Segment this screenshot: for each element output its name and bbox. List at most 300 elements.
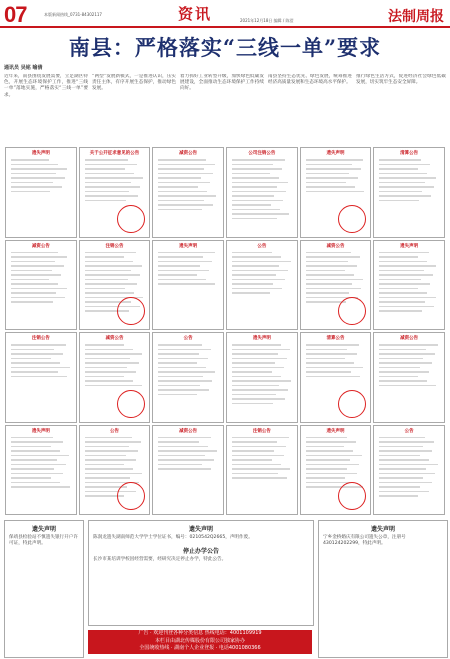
text-line xyxy=(232,398,285,400)
text-line xyxy=(85,164,137,166)
text-line xyxy=(85,279,128,281)
notice-box xyxy=(152,425,224,516)
text-line xyxy=(158,252,214,254)
text-line xyxy=(379,252,429,254)
text-line xyxy=(306,270,346,272)
notice-box xyxy=(79,425,151,516)
text-line xyxy=(232,168,282,170)
seal-stamp xyxy=(117,390,145,418)
text-line xyxy=(11,256,67,258)
text-line xyxy=(158,349,211,351)
left-notice-title: 遗失声明 xyxy=(31,526,56,533)
text-line xyxy=(158,362,196,364)
notice-box xyxy=(226,425,298,516)
text-line xyxy=(85,367,127,369)
text-line xyxy=(11,301,53,303)
notice-box xyxy=(5,240,77,331)
text-line xyxy=(379,446,422,448)
text-line xyxy=(85,292,134,294)
notice-box xyxy=(79,332,151,423)
text-line xyxy=(232,177,279,179)
page-number: 07 xyxy=(4,2,27,27)
text-line xyxy=(85,371,137,373)
text-line xyxy=(11,164,58,166)
text-line xyxy=(158,270,209,272)
text-line xyxy=(11,371,58,373)
text-line xyxy=(306,173,349,175)
middle-notices xyxy=(88,520,314,626)
notice-title: 公告 xyxy=(109,428,119,434)
text-line xyxy=(306,353,357,355)
text-line xyxy=(379,164,430,166)
text-line xyxy=(232,274,276,276)
text-line xyxy=(379,306,433,308)
notice-box xyxy=(5,147,77,238)
text-line xyxy=(232,288,282,290)
text-line xyxy=(232,464,281,466)
text-line xyxy=(232,195,274,197)
notice-title: 减资公告 xyxy=(179,151,198,156)
text-line xyxy=(232,265,279,267)
seal-stamp xyxy=(338,390,366,418)
left-notice-text: 保靖县检验站不慎遗失银行开户许可证，特此声明。 xyxy=(9,535,78,547)
text-line xyxy=(85,256,125,258)
ad-banner xyxy=(88,630,312,654)
text-line xyxy=(379,491,429,493)
text-line xyxy=(379,297,436,299)
text-line xyxy=(306,283,352,285)
text-line xyxy=(379,367,420,369)
text-line xyxy=(11,459,57,461)
text-line xyxy=(306,367,363,369)
text-line xyxy=(85,168,125,170)
seal-stamp xyxy=(338,205,366,233)
text-line xyxy=(11,288,67,290)
text-line xyxy=(11,367,70,369)
notice-title: 关于公开征求意见的公告 xyxy=(89,151,140,156)
text-line xyxy=(11,173,56,175)
text-line xyxy=(306,159,364,161)
seal-stamp xyxy=(117,482,145,510)
text-line xyxy=(11,477,51,479)
right-notice xyxy=(318,520,448,658)
notice-box xyxy=(79,240,151,331)
text-line xyxy=(306,177,358,179)
text-line xyxy=(158,353,199,355)
text-line xyxy=(11,297,65,299)
text-line xyxy=(232,164,273,166)
text-line xyxy=(379,279,421,281)
text-line xyxy=(158,446,207,448)
text-line xyxy=(85,441,141,443)
middle-notice-title: 遗失声明 xyxy=(188,526,213,533)
text-line xyxy=(306,371,351,373)
text-line xyxy=(11,292,56,294)
text-line xyxy=(11,274,61,276)
text-line xyxy=(158,441,198,443)
notice-box xyxy=(5,332,77,423)
text-line xyxy=(379,450,431,452)
text-line xyxy=(85,459,136,461)
section-title: 资讯 xyxy=(178,5,213,23)
text-line xyxy=(306,464,360,466)
text-line xyxy=(85,288,125,290)
text-line xyxy=(85,177,144,179)
middle-notice-text-2: 长沙市某培训学校因经营需要，经研究决定停止办学，特此公告。 xyxy=(93,557,227,563)
notice-title: 注销公告 xyxy=(31,336,50,341)
text-line xyxy=(158,367,205,369)
text-line xyxy=(379,292,427,294)
text-line xyxy=(306,477,345,479)
text-line xyxy=(85,270,131,272)
text-line xyxy=(85,173,134,175)
text-line xyxy=(85,358,130,360)
text-line xyxy=(306,376,360,378)
lead-column-5: 推行绿色生活方式，促进经济社会绿色低碳发展，切实筑牢生态安全屏障。 xyxy=(356,74,446,86)
notice-box xyxy=(300,425,372,516)
text-line xyxy=(232,182,288,184)
text-line xyxy=(11,486,70,488)
text-line xyxy=(158,261,212,263)
text-line xyxy=(85,362,139,364)
lead-column-1: 近年来，南县围绕发展需要，立足湖区特色，开展生态环境保护工作，推进“三线一单”落地实施，严格落实“三线一单”要求。 xyxy=(4,74,88,98)
notice-box xyxy=(300,240,372,331)
text-line xyxy=(85,186,141,188)
text-line xyxy=(306,186,355,188)
middle-notice-text: 陈润龙遗失湖南师范大学学士学位证书，编号：0210542Q2665，声明作废。 xyxy=(93,535,253,540)
text-line xyxy=(11,265,64,267)
text-line xyxy=(11,437,53,439)
notice-box xyxy=(373,147,445,238)
text-line xyxy=(232,279,285,281)
notice-box xyxy=(300,147,372,238)
text-line xyxy=(11,252,58,254)
text-line xyxy=(232,380,291,382)
text-line xyxy=(85,353,142,355)
text-line xyxy=(306,344,360,346)
text-line xyxy=(306,252,351,254)
text-line xyxy=(379,344,438,346)
text-line xyxy=(158,200,204,202)
text-line xyxy=(85,261,134,263)
notice-title: 遗失声明 xyxy=(326,428,345,434)
column-title: 法制周报 xyxy=(388,9,444,25)
text-line xyxy=(158,279,206,281)
middle-notice-title-2: 停止办学公告 xyxy=(182,548,219,556)
seal-stamp xyxy=(338,297,366,325)
text-line xyxy=(85,159,128,161)
text-line xyxy=(306,349,348,351)
notice-box xyxy=(373,425,445,516)
notice-title: 公司注销公告 xyxy=(248,151,276,156)
text-line xyxy=(85,191,129,193)
text-line xyxy=(158,177,200,179)
text-line xyxy=(379,200,419,202)
notice-title: 遗失声明 xyxy=(252,336,271,341)
text-line xyxy=(158,394,197,396)
text-line xyxy=(232,204,271,206)
notice-title: 遗失声明 xyxy=(31,428,50,434)
text-line xyxy=(232,371,272,373)
text-line xyxy=(158,204,213,206)
headline: 南县：严格落实“三线一单”要求 xyxy=(68,35,382,60)
text-line xyxy=(11,159,49,161)
text-line xyxy=(158,385,200,387)
text-line xyxy=(306,450,353,452)
text-line xyxy=(158,191,207,193)
text-line xyxy=(11,441,63,443)
text-line xyxy=(379,441,434,443)
text-line xyxy=(232,256,281,258)
text-line xyxy=(232,344,281,346)
text-line xyxy=(232,283,273,285)
text-line xyxy=(158,389,209,391)
lead-column-4: 南县坚持生态优先、绿色发展，统筹推进经济高质量发展和生态环境高水平保护。 xyxy=(268,74,352,86)
lead-column-2: “两型”发展新模式，一是推进认识，压实责任主体，有序开展生态保护，推动绿色发展。 xyxy=(92,74,176,92)
text-line xyxy=(11,464,66,466)
text-line xyxy=(11,362,60,364)
text-line xyxy=(306,265,358,267)
text-line xyxy=(379,437,425,439)
text-line xyxy=(158,437,210,439)
text-line xyxy=(85,385,143,387)
text-line xyxy=(158,358,208,360)
text-line xyxy=(232,441,277,443)
text-line xyxy=(11,376,67,378)
text-line xyxy=(11,168,67,170)
notice-title: 公告 xyxy=(257,243,267,249)
text-line xyxy=(379,301,424,303)
right-notice-title: 遗失声明 xyxy=(370,526,395,533)
notice-title: 遗失声明 xyxy=(400,243,419,249)
text-line xyxy=(379,468,426,470)
notice-grid xyxy=(4,146,446,516)
text-line xyxy=(232,353,278,355)
text-line xyxy=(379,385,435,387)
notice-box xyxy=(152,240,224,331)
text-line xyxy=(85,468,133,470)
text-line xyxy=(232,394,276,396)
notice-box xyxy=(152,332,224,423)
text-line xyxy=(379,464,438,466)
text-line xyxy=(379,459,428,461)
text-line xyxy=(306,288,361,290)
text-line xyxy=(85,349,133,351)
text-line xyxy=(11,468,54,470)
text-line xyxy=(158,186,198,188)
notice-title: 遗失声明 xyxy=(326,151,345,156)
text-line xyxy=(379,261,426,263)
text-line xyxy=(158,173,212,175)
text-line xyxy=(379,186,433,188)
left-notice xyxy=(4,520,84,658)
text-line xyxy=(232,473,278,475)
text-line xyxy=(11,283,58,285)
notice-title: 减资公告 xyxy=(400,336,419,341)
text-line xyxy=(85,274,140,276)
text-line xyxy=(158,209,201,211)
text-line xyxy=(158,380,212,382)
text-line xyxy=(232,200,283,202)
text-line xyxy=(85,437,132,439)
text-line xyxy=(306,459,351,461)
seal-stamp xyxy=(338,482,366,510)
text-line xyxy=(232,385,279,387)
text-line xyxy=(306,473,357,475)
text-line xyxy=(11,455,69,457)
text-line xyxy=(306,358,345,360)
text-line xyxy=(232,349,290,351)
text-line xyxy=(379,288,418,290)
text-line xyxy=(158,371,214,373)
text-line xyxy=(379,362,432,364)
right-notice-text: 宁乡金桥婚庆有限公司遗失公章，注册号 430124202299，特此声明。 xyxy=(323,535,406,547)
text-line xyxy=(379,358,423,360)
text-line xyxy=(158,159,206,161)
text-line xyxy=(232,261,291,263)
text-line xyxy=(306,191,365,193)
text-line xyxy=(232,459,272,461)
text-line xyxy=(11,482,60,484)
text-line xyxy=(11,182,53,184)
notice-title: 减资公告 xyxy=(179,428,198,434)
notice-title: 清算公告 xyxy=(400,151,419,156)
text-line xyxy=(158,164,215,166)
text-line xyxy=(306,261,348,263)
notice-title: 公告 xyxy=(183,336,193,341)
text-line xyxy=(85,182,132,184)
text-line xyxy=(11,446,51,448)
text-line xyxy=(158,459,214,461)
text-line xyxy=(379,349,426,351)
text-line xyxy=(379,380,426,382)
seal-stamp xyxy=(117,297,145,325)
issue-date: 2021年12月18日 编辑 / 陈滢 xyxy=(240,18,294,23)
text-line xyxy=(379,371,429,373)
text-line xyxy=(85,252,137,254)
text-line xyxy=(158,195,216,197)
text-line xyxy=(85,344,124,346)
text-line xyxy=(85,464,124,466)
text-line xyxy=(158,450,217,452)
text-line xyxy=(306,455,362,457)
text-line xyxy=(232,173,270,175)
text-line xyxy=(232,292,270,294)
text-line xyxy=(158,274,197,276)
text-line xyxy=(232,213,289,215)
text-line xyxy=(306,362,354,364)
masthead xyxy=(0,0,450,28)
text-line xyxy=(306,292,349,294)
text-line xyxy=(306,446,344,448)
text-line xyxy=(85,446,130,448)
text-line xyxy=(232,252,272,254)
text-line xyxy=(306,168,361,170)
hotline-info: 本版新闻热线_0731-84302117 xyxy=(44,12,102,17)
text-line xyxy=(306,274,355,276)
notice-title: 减资公告 xyxy=(31,243,50,249)
text-line xyxy=(158,464,202,466)
text-line xyxy=(11,450,60,452)
text-line xyxy=(85,265,143,267)
text-line xyxy=(232,477,287,479)
lead-column-3: 着力抓好工业转型升级，加快绿色低碳发展建设，全面推动生态环境保护工作持续向好。 xyxy=(180,74,264,92)
notice-box xyxy=(373,240,445,331)
text-line xyxy=(158,468,211,470)
text-line xyxy=(232,362,275,364)
text-line xyxy=(11,353,63,355)
text-line xyxy=(11,358,51,360)
text-line xyxy=(379,256,417,258)
text-line xyxy=(11,344,66,346)
text-line xyxy=(158,256,203,258)
text-line xyxy=(85,376,125,378)
text-line xyxy=(232,191,286,193)
text-line xyxy=(379,195,431,197)
text-line xyxy=(232,270,288,272)
byline: 通讯员 吴铭 喻倩 xyxy=(4,65,43,71)
text-line xyxy=(379,495,417,497)
text-line xyxy=(379,177,436,179)
notice-box xyxy=(152,147,224,238)
text-line xyxy=(85,195,138,197)
text-line xyxy=(158,376,203,378)
text-line xyxy=(232,389,288,391)
text-line xyxy=(158,344,202,346)
text-line xyxy=(232,437,289,439)
text-line xyxy=(379,486,420,488)
notice-box xyxy=(373,332,445,423)
text-line xyxy=(11,186,62,188)
notice-title: 注销公告 xyxy=(105,243,124,249)
text-line xyxy=(232,455,284,457)
notice-box xyxy=(226,332,298,423)
text-line xyxy=(379,191,421,193)
text-line xyxy=(232,468,290,470)
text-line xyxy=(158,283,215,285)
text-line xyxy=(379,455,419,457)
text-line xyxy=(11,349,54,351)
text-line xyxy=(232,450,274,452)
text-line xyxy=(379,274,433,276)
text-line xyxy=(232,186,277,188)
text-line xyxy=(379,168,418,170)
text-line xyxy=(85,477,130,479)
text-line xyxy=(306,256,360,258)
text-line xyxy=(306,164,352,166)
text-line xyxy=(11,270,52,272)
text-line xyxy=(306,468,348,470)
text-line xyxy=(379,159,421,161)
notice-box xyxy=(5,425,77,516)
text-line xyxy=(11,177,65,179)
text-line xyxy=(306,441,356,443)
text-line xyxy=(306,279,364,281)
banner-line-1: 广告 · 欢迎刊登各种分类信息 热线电话：4001109919 xyxy=(138,630,262,636)
text-line xyxy=(379,353,435,355)
notice-box xyxy=(226,147,298,238)
text-line xyxy=(379,477,423,479)
text-line xyxy=(232,159,285,161)
text-line xyxy=(158,168,203,170)
text-line xyxy=(85,380,134,382)
text-line xyxy=(11,279,49,281)
notice-title: 减资公告 xyxy=(105,336,124,341)
notice-box xyxy=(226,240,298,331)
text-line xyxy=(379,270,424,272)
text-line xyxy=(11,261,55,263)
notice-title: 遗失声明 xyxy=(31,151,50,156)
